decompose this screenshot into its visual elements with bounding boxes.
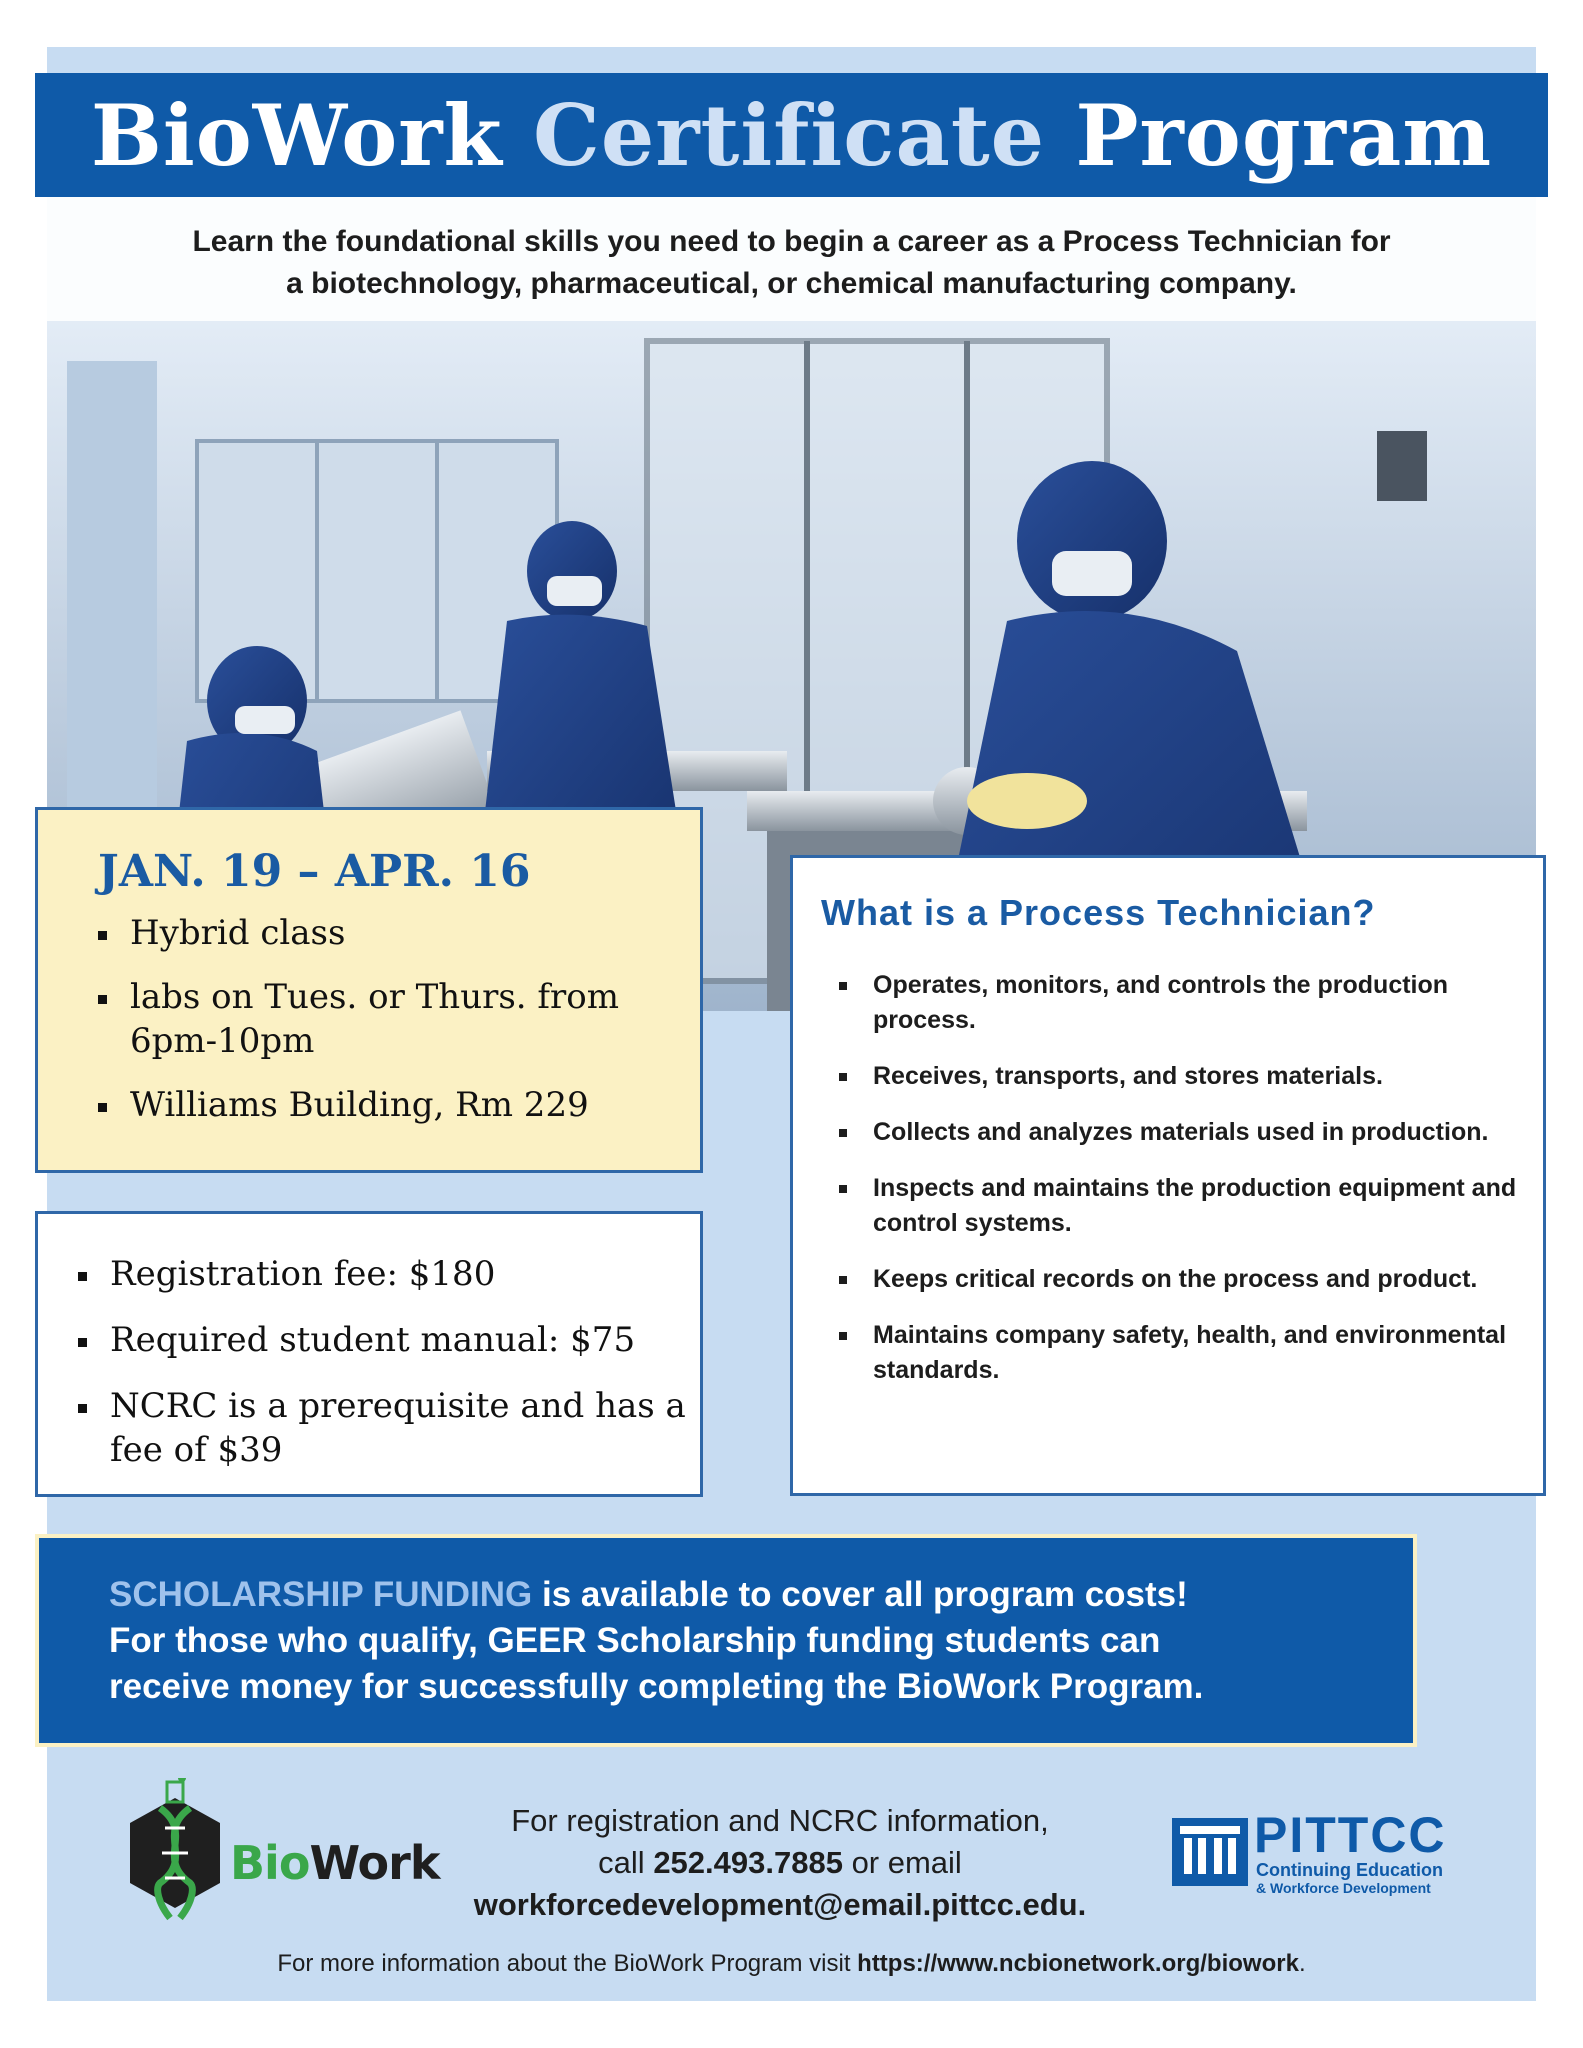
contact-line-3: workforcedevelopment@email.pittcc.edu. xyxy=(473,1887,1087,1922)
dna-flask-icon xyxy=(120,1778,230,1928)
scholarship-line-2: For those who qualify, GEER Scholarship funding students can xyxy=(109,1621,1161,1660)
contact-line-2: call 252.493.7885 or email xyxy=(598,1845,962,1880)
scholarship-line-1: SCHOLARSHIP FUNDING is available to cover all program costs! xyxy=(109,1575,1188,1614)
title-banner xyxy=(35,73,1548,197)
biowork-logo-text: BioWork xyxy=(230,1836,440,1890)
biowork-website-link[interactable]: https://www.ncbionetwork.org/biowork xyxy=(857,1950,1299,1977)
process-technician-heading: What is a Process Technician? xyxy=(821,892,1376,933)
biowork-logo xyxy=(120,1778,440,1928)
pittcc-logo xyxy=(1172,1807,1482,1896)
list-item: Inspects and maintains the production equipment and control systems. xyxy=(839,1171,1543,1241)
building-columns-icon xyxy=(1172,1810,1248,1886)
list-item: Collects and analyzes materials used in production. xyxy=(839,1115,1543,1150)
phone-number[interactable]: 252.493.7885 xyxy=(653,1845,843,1880)
scholarship-banner xyxy=(35,1534,1417,1747)
email-link[interactable]: workforcedevelopment@email.pittcc.edu xyxy=(473,1887,1078,1922)
pittcc-subtitle-1: Continuing Education xyxy=(1256,1860,1443,1880)
list-item: Operates, monitors, and controls the production process. xyxy=(839,968,1543,1038)
list-item: Registration fee: $180 xyxy=(78,1252,700,1296)
contact-info xyxy=(420,1800,1140,1926)
list-item: Keeps critical records on the process and product. xyxy=(839,1262,1543,1297)
list-item: Hybrid class xyxy=(98,911,700,955)
schedule-box xyxy=(35,807,703,1173)
pittcc-name: PITTCC xyxy=(1254,1807,1447,1863)
process-technician-box xyxy=(790,855,1546,1496)
pittcc-subtitle-2: & Workforce Development xyxy=(1256,1880,1431,1896)
list-item: Receives, transports, and stores materials. xyxy=(839,1059,1543,1094)
list-item: Required student manual: $75 xyxy=(78,1318,700,1362)
footer-note: For more information about the BioWork Program visit https://www.ncbionetwork.org/biowork. xyxy=(277,1950,1306,1977)
intro-text: Learn the foundational skills you need to begin a career as a Process Technician for a biotechnology, pharmaceutical, or chemical manufacturing company. xyxy=(47,197,1536,321)
list-item: labs on Tues. or Thurs. from 6pm-10pm xyxy=(98,975,700,1063)
schedule-list xyxy=(98,911,700,1127)
list-item: Williams Building, Rm 229 xyxy=(98,1083,700,1127)
contact-line-1: For registration and NCRC information, xyxy=(511,1803,1049,1838)
scholarship-line-3: receive money for successfully completing the BioWork Program. xyxy=(109,1667,1204,1706)
list-item: NCRC is a prerequisite and has a fee of $39 xyxy=(78,1384,700,1472)
list-item: Maintains company safety, health, and environmental standards. xyxy=(839,1318,1543,1388)
fees-list xyxy=(78,1252,700,1472)
fees-box xyxy=(35,1211,703,1497)
scholarship-highlight: SCHOLARSHIP FUNDING xyxy=(109,1575,533,1614)
process-technician-list xyxy=(821,968,1543,1388)
page-title: BioWork Certificate Program xyxy=(90,85,1493,185)
program-dates: JAN. 19 – APR. 16 xyxy=(98,846,531,897)
